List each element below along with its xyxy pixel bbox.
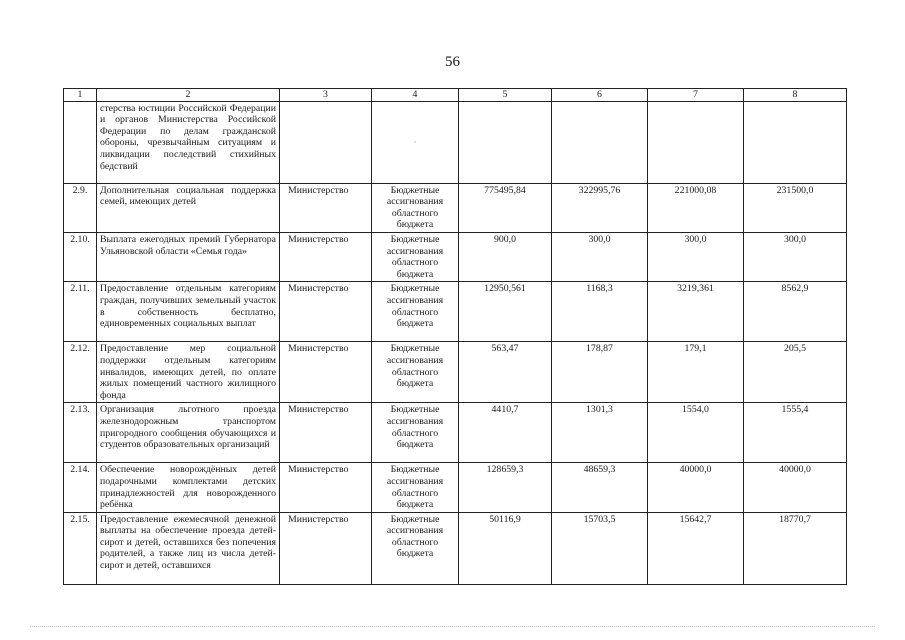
row-value-8: 205,5 xyxy=(744,342,847,403)
scan-footer-line xyxy=(30,626,875,631)
column-header-5: 5 xyxy=(459,89,552,102)
row-value-6: 1301,3 xyxy=(552,403,648,463)
continuation-text: стерства юстиции Российской Федерации и органов Министерства Российской Федерации по делам гражданской обороны, чрезвычайным ситуациям и ликвидации последствий стихийных бедствий xyxy=(97,101,280,183)
column-header-1: 1 xyxy=(64,89,97,102)
row-name: Дополнительная социальная поддержка семей, имеющих детей xyxy=(97,183,280,232)
column-header-6: 6 xyxy=(552,89,648,102)
row-value-5: 12950,561 xyxy=(459,282,552,342)
column-header-4: 4 xyxy=(372,89,459,102)
stray-mark: · xyxy=(413,136,417,148)
row-value-5: 900,0 xyxy=(459,232,552,281)
row-value-5: 775495,84 xyxy=(459,183,552,232)
row-source: Бюджетные ассигнования областного бюджета xyxy=(372,463,459,512)
column-header-8: 8 xyxy=(744,89,847,102)
table-header-row xyxy=(64,89,847,102)
row-number: 2.13. xyxy=(64,403,97,463)
row-number: 2.9. xyxy=(64,183,97,232)
row-value-7: 40000,0 xyxy=(648,463,744,512)
row-value-8: 8562,9 xyxy=(744,282,847,342)
column-header-7: 7 xyxy=(648,89,744,102)
table-row xyxy=(64,183,847,232)
table-row xyxy=(64,342,847,403)
row-value-6: 322995,76 xyxy=(552,183,648,232)
table-row xyxy=(64,403,847,463)
row-value-8: 300,0 xyxy=(744,232,847,281)
row-value-6: 1168,3 xyxy=(552,282,648,342)
row-number: 2.15. xyxy=(64,512,97,584)
row-value-5: 50116,9 xyxy=(459,512,552,584)
row-value-8: 18770,7 xyxy=(744,512,847,584)
row-executor: Министерство xyxy=(280,232,372,281)
row-source: Бюджетные ассигнования областного бюджета xyxy=(372,512,459,584)
row-value-5: 563,47 xyxy=(459,342,552,403)
row-number: 2.12. xyxy=(64,342,97,403)
row-value-7: 1554,0 xyxy=(648,403,744,463)
row-name: Предоставление ежемесячной денежной выплаты на обеспечение проезда детей-сирот и детей, оставшихся без попечения родителей, а также лиц из числа детей-сирот и детей, оставшихся xyxy=(97,512,280,584)
row-value-6: 178,87 xyxy=(552,342,648,403)
row-value-6: 15703,5 xyxy=(552,512,648,584)
column-header-3: 3 xyxy=(280,89,372,102)
row-name: Выплата ежегодных премий Губернатора Ульяновской области «Семья года» xyxy=(97,232,280,281)
table-row xyxy=(64,232,847,281)
budget-table xyxy=(63,88,847,585)
row-value-8: 231500,0 xyxy=(744,183,847,232)
row-source: Бюджетные ассигнования областного бюджета xyxy=(372,232,459,281)
row-value-5: 128659,3 xyxy=(459,463,552,512)
continuation-row xyxy=(64,101,847,183)
row-number: 2.14. xyxy=(64,463,97,512)
row-number: 2.11. xyxy=(64,282,97,342)
row-value-7: 300,0 xyxy=(648,232,744,281)
row-name: Предоставление отдельным категориям граждан, получивших земельный участок в собственность бесплатно, единовременных социальных выплат xyxy=(97,282,280,342)
row-value-6: 300,0 xyxy=(552,232,648,281)
row-number: 2.10. xyxy=(64,232,97,281)
row-executor: Министерство xyxy=(280,403,372,463)
row-value-6: 48659,3 xyxy=(552,463,648,512)
row-source: Бюджетные ассигнования областного бюджета xyxy=(372,403,459,463)
row-executor: Министерство xyxy=(280,183,372,232)
row-value-8: 1555,4 xyxy=(744,403,847,463)
row-value-5: 4410,7 xyxy=(459,403,552,463)
row-value-7: 221000,08 xyxy=(648,183,744,232)
row-executor: Министерство xyxy=(280,463,372,512)
table-row xyxy=(64,512,847,584)
column-header-2: 2 xyxy=(97,89,280,102)
row-value-7: 3219,361 xyxy=(648,282,744,342)
row-executor: Министерство xyxy=(280,342,372,403)
row-value-7: 179,1 xyxy=(648,342,744,403)
row-name: Обеспечение новорождённых детей подарочными комплектами детских принадлежностей для новорожденного ребёнка xyxy=(97,463,280,512)
row-executor: Министерство xyxy=(280,282,372,342)
table-row xyxy=(64,282,847,342)
row-source: Бюджетные ассигнования областного бюджета xyxy=(372,282,459,342)
row-source: Бюджетные ассигнования областного бюджета xyxy=(372,342,459,403)
row-value-7: 15642,7 xyxy=(648,512,744,584)
row-name: Организация льготного проезда железнодорожным транспортом пригородного сообщения обучающихся и студентов образовательных организаций xyxy=(97,403,280,463)
row-name: Предоставление мер социальной поддержки отдельным категориям инвалидов, имеющих детей, по оплате жилых помещений частного жилищного фонда xyxy=(97,342,280,403)
table-row xyxy=(64,463,847,512)
row-executor: Министерство xyxy=(280,512,372,584)
row-source: Бюджетные ассигнования областного бюджета xyxy=(372,183,459,232)
page-number: 56 xyxy=(445,54,460,70)
row-value-8: 40000,0 xyxy=(744,463,847,512)
